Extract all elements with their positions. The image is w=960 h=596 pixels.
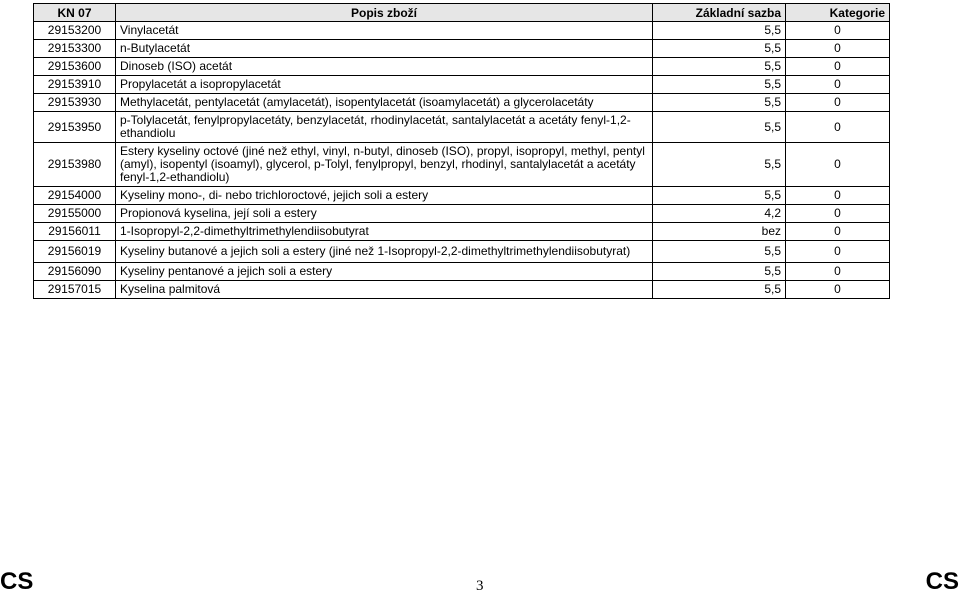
- row-description: Methylacetát, pentylacetát (amylacetát), isopentylacetát (isoamylacetát) a glycerolacetáty: [116, 94, 653, 112]
- row-rate: 5,5: [653, 241, 786, 263]
- header-description: Popis zboží: [116, 4, 653, 22]
- row-category: 0: [786, 263, 890, 281]
- row-rate: 4,2: [653, 205, 786, 223]
- row-code: 29155000: [34, 205, 116, 223]
- row-category: 0: [786, 241, 890, 263]
- table-row: [34, 281, 890, 299]
- row-code: 29156011: [34, 223, 116, 241]
- row-rate: 5,5: [653, 94, 786, 112]
- row-description: Estery kyseliny octové (jiné než ethyl, vinyl, n-butyl, dinoseb (ISO), propyl, isopropyl, methyl, pentyl (amyl), isopentyl (isoamyl), glycerol, p-Tolyl, fenylpropyl, benzyl, rhodinyl, santalylacetát a acetáty fenyl-1,2-ethandiolu): [116, 143, 653, 187]
- row-description: Kyseliny butanové a jejich soli a estery (jiné než 1-Isopropyl-2,2-dimethyltrimethylendiisobutyrat): [116, 241, 653, 263]
- table-row: [34, 223, 890, 241]
- row-rate: 5,5: [653, 187, 786, 205]
- row-rate: 5,5: [653, 263, 786, 281]
- row-category: 0: [786, 58, 890, 76]
- header-category: Kategorie: [786, 4, 890, 22]
- row-description: 1-Isopropyl-2,2-dimethyltrimethylendiisobutyrat: [116, 223, 653, 241]
- row-description: Propylacetát a isopropylacetát: [116, 76, 653, 94]
- row-code: 29153930: [34, 94, 116, 112]
- row-description: Kyselina palmitová: [116, 281, 653, 299]
- table-row: [34, 94, 890, 112]
- row-code: 29154000: [34, 187, 116, 205]
- row-category: 0: [786, 76, 890, 94]
- table-row: [34, 187, 890, 205]
- row-code: 29153950: [34, 112, 116, 143]
- footer-language-mark-right: CS: [925, 568, 959, 595]
- table-row: [34, 263, 890, 281]
- row-rate: 5,5: [653, 76, 786, 94]
- row-rate: 5,5: [653, 22, 786, 40]
- row-description: Kyseliny mono-, di- nebo trichloroctové, jejich soli a estery: [116, 187, 653, 205]
- row-description: p-Tolylacetát, fenylpropylacetáty, benzylacetát, rhodinylacetát, santalylacetát a acetáty fenyl-1,2-ethandiolu: [116, 112, 653, 143]
- row-category: 0: [786, 94, 890, 112]
- row-code: 29153910: [34, 76, 116, 94]
- table-row: [34, 205, 890, 223]
- header-code: KN 07: [34, 4, 116, 22]
- table-row: [34, 22, 890, 40]
- row-rate: 5,5: [653, 112, 786, 143]
- table-header-row: [34, 4, 890, 22]
- row-category: 0: [786, 143, 890, 187]
- header-rate: Základní sazba: [653, 4, 786, 22]
- row-code: 29156019: [34, 241, 116, 263]
- row-code: 29153300: [34, 40, 116, 58]
- footer-language-mark-left: CS: [0, 568, 34, 595]
- row-code: 29157015: [34, 281, 116, 299]
- table-row: [34, 58, 890, 76]
- row-category: 0: [786, 205, 890, 223]
- row-category: 0: [786, 40, 890, 58]
- row-rate: 5,5: [653, 40, 786, 58]
- row-code: 29153200: [34, 22, 116, 40]
- table-row: [34, 112, 890, 143]
- row-description: Dinoseb (ISO) acetát: [116, 58, 653, 76]
- table-row: [34, 40, 890, 58]
- row-rate: bez: [653, 223, 786, 241]
- row-rate: 5,5: [653, 143, 786, 187]
- tariff-table: [33, 3, 890, 299]
- row-category: 0: [786, 187, 890, 205]
- table-row: [34, 76, 890, 94]
- table-row: [34, 143, 890, 187]
- row-description: Kyseliny pentanové a jejich soli a estery: [116, 263, 653, 281]
- footer-page-number: 3: [476, 578, 484, 594]
- row-code: 29153980: [34, 143, 116, 187]
- row-category: 0: [786, 22, 890, 40]
- row-description: Vinylacetát: [116, 22, 653, 40]
- row-code: 29156090: [34, 263, 116, 281]
- row-category: 0: [786, 112, 890, 143]
- row-category: 0: [786, 223, 890, 241]
- row-description: n-Butylacetát: [116, 40, 653, 58]
- row-code: 29153600: [34, 58, 116, 76]
- row-category: 0: [786, 281, 890, 299]
- row-description: Propionová kyselina, její soli a estery: [116, 205, 653, 223]
- row-rate: 5,5: [653, 281, 786, 299]
- table-row: [34, 241, 890, 263]
- row-rate: 5,5: [653, 58, 786, 76]
